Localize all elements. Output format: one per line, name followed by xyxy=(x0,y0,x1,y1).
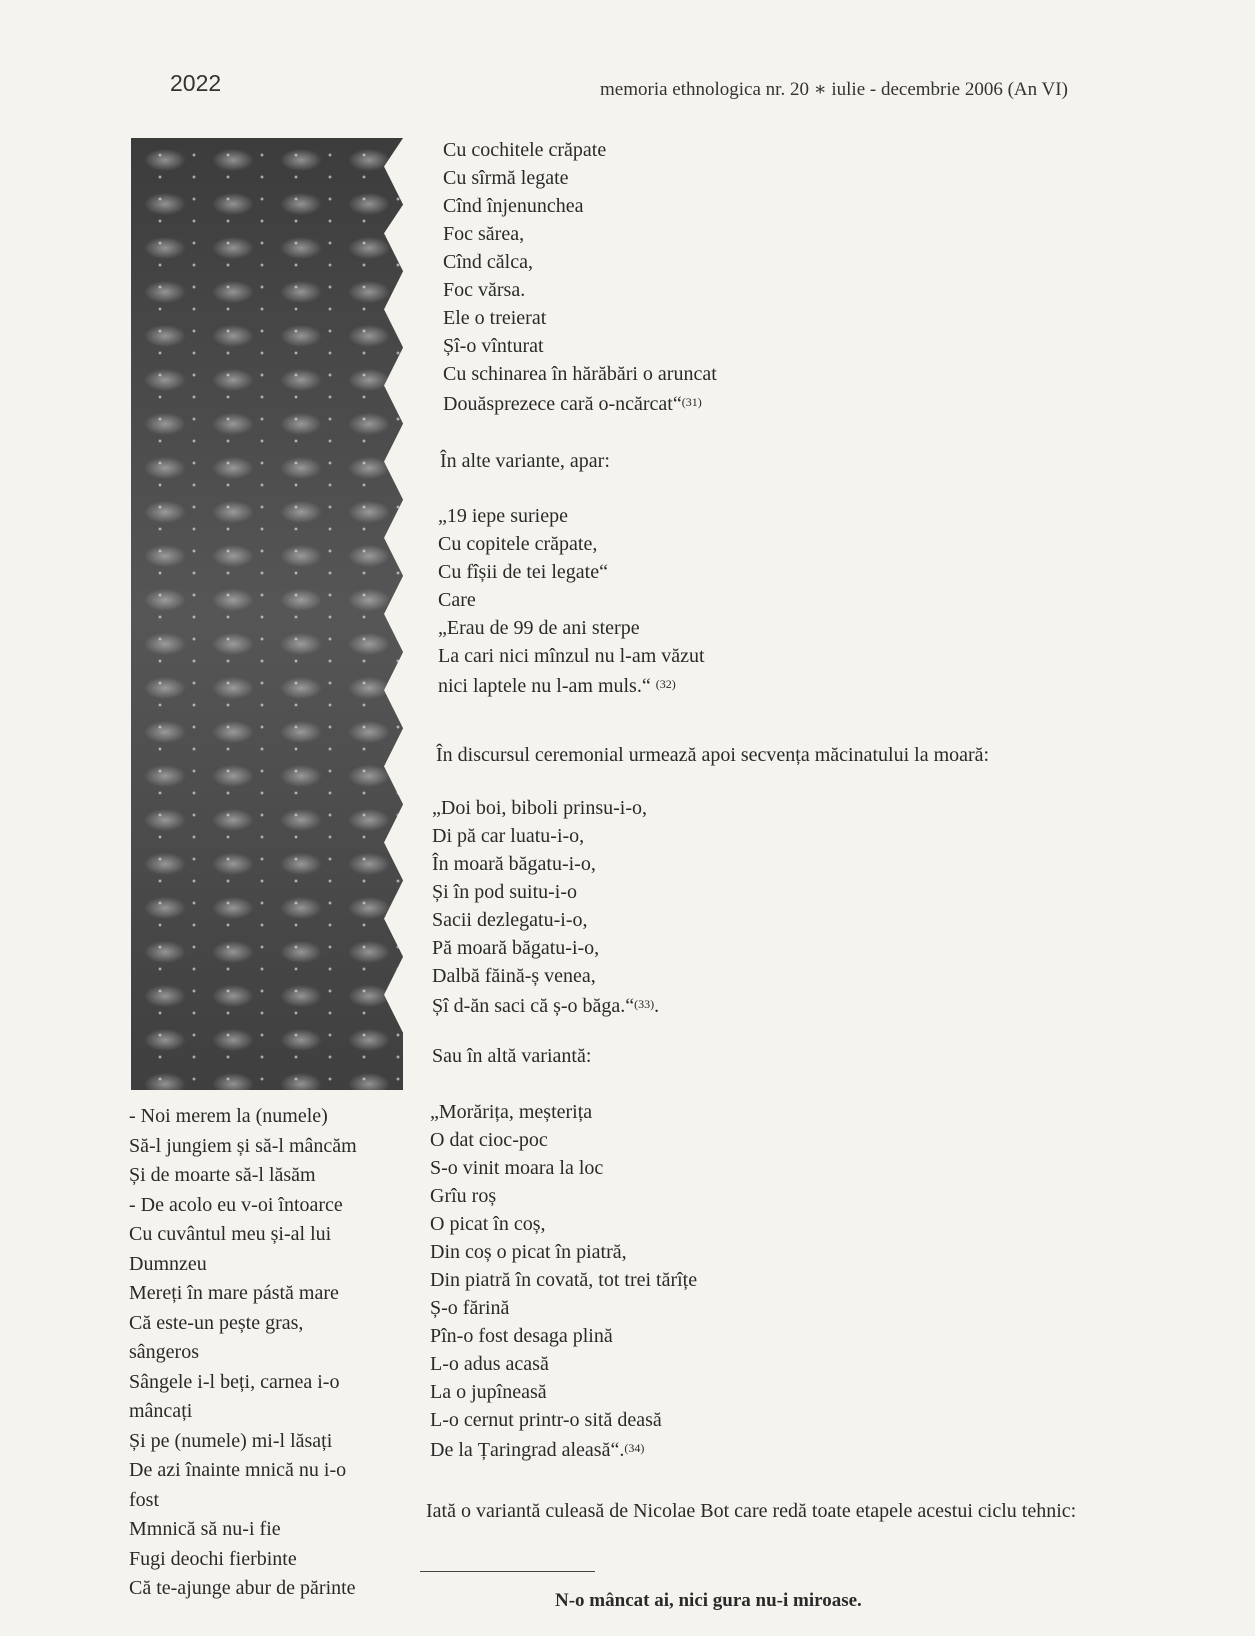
verse-line: Ș-o fărină xyxy=(430,1297,510,1319)
verse-line: mâncați xyxy=(129,1400,193,1422)
verse-line: Di pă car luatu-i-o, xyxy=(432,825,585,847)
verse-line: Și de moarte să-l lăsăm xyxy=(129,1164,316,1186)
verse-line: În moară băgatu-i-o, xyxy=(432,853,596,875)
paragraph-discurs-ceremonial: În discursul ceremonial urmează apoi secvența măcinatului la moară: xyxy=(436,744,990,766)
paragraph-nicolae-bot: Iată o variantă culeasă de Nicolae Bot care redă toate etapele acestui ciclu tehnic: xyxy=(426,1500,1077,1522)
verse-line: Cu cochitele crăpate xyxy=(443,139,607,161)
verse-line: Din piatră în covată, tot trei tărîțe xyxy=(430,1269,698,1291)
verse-block-4 xyxy=(430,1098,697,1464)
footnote-ref: (31) xyxy=(681,395,702,409)
verse-line: Cu copitele crăpate, xyxy=(438,533,598,555)
verse-line: Foc sărea, xyxy=(443,223,525,245)
verse-line: Cu fîșii de tei legate“ xyxy=(438,561,608,583)
verse-block-1 xyxy=(443,136,717,418)
verse-line: nici laptele nu l-am muls.“ $^{(32)}$ xyxy=(438,675,676,697)
page-number: 2022 xyxy=(170,70,222,96)
verse-line: S-o vinit moara la loc xyxy=(430,1157,604,1179)
verse-line: Și în pod suitu-i-o xyxy=(432,881,578,903)
footnote-ref: (32) xyxy=(655,677,676,691)
verse-line: sângeros xyxy=(129,1341,199,1363)
verse-line: fost xyxy=(129,1488,159,1511)
verse-line: L-o adus acasă xyxy=(430,1353,549,1375)
verse-line: Șî-o vînturat xyxy=(443,335,544,357)
verse-line: Șî d-ăn saci că ș-o băga.“$^{(33)}$. xyxy=(432,995,660,1017)
verse-line: Sacii dezlegatu-i-o, xyxy=(432,909,588,931)
footnote-divider xyxy=(420,1571,595,1572)
left-column-verse xyxy=(129,1102,399,1604)
verse-line: Dalbă făină-ș venea, xyxy=(432,965,596,987)
verse-block-3 xyxy=(432,794,659,1020)
verse-line: - De acolo eu v-oi întoarce xyxy=(129,1193,343,1216)
verse-line: Fugi deochi fierbinte xyxy=(129,1547,297,1570)
footnote-ref: (34) xyxy=(624,1441,645,1455)
verse-line: Cînd înjenunchea xyxy=(443,195,584,217)
paragraph-alte-variante: În alte variante, apar: xyxy=(440,450,610,472)
verse-line: „Doi boi, biboli prinsu-i-o, xyxy=(432,797,647,819)
verse-line: Cînd călca, xyxy=(443,251,533,273)
verse-block-2 xyxy=(438,502,705,700)
verse-line: Grîu roș xyxy=(430,1185,497,1207)
footnote-ref: (33) xyxy=(634,997,655,1011)
verse-line: Pîn-o fost desaga plină xyxy=(430,1325,613,1347)
running-head: memoria ethnologica nr. 20 ∗ iulie - decembrie 2006 (An VI) xyxy=(600,79,1068,100)
verse-line: - Noi merem la (numele) xyxy=(129,1105,328,1127)
verse-line: Cu schinarea în hărăbări o aruncat xyxy=(443,363,717,385)
verse-line: Că te-ajunge abur de părinte xyxy=(129,1577,356,1599)
verse-line: De la Țaringrad aleasă“.$^{(34)}$ xyxy=(430,1439,645,1461)
paragraph-alta-varianta: Sau în altă variantă: xyxy=(432,1045,592,1067)
verse-line: Că este-un pește gras, xyxy=(129,1311,304,1334)
verse-line: „Erau de 99 de ani sterpe xyxy=(438,617,640,639)
verse-line: Să-l jungiem și să-l mâncăm xyxy=(129,1134,357,1157)
verse-line: De azi înainte mnică nu i-o xyxy=(129,1459,347,1481)
verse-line: Și pe (numele) mi-l lăsați xyxy=(129,1429,333,1452)
verse-line: „19 iepe suriepe xyxy=(438,505,568,527)
footnote-text: N-o mâncat ai, nici gura nu-i miroase. xyxy=(555,1590,862,1611)
verse-line: Ele o treierat xyxy=(443,307,547,329)
verse-line: La o jupîneasă xyxy=(430,1381,547,1403)
verse-line: Foc vărsa. xyxy=(443,279,526,301)
verse-line: Dumnzeu xyxy=(129,1252,207,1275)
verse-line: Mereți în mare pástă mare xyxy=(129,1282,339,1304)
verse-line: Cu sîrmă legate xyxy=(443,167,569,189)
verse-line: Sângele i-l beți, carnea i-o xyxy=(129,1370,340,1393)
verse-line: Din coș o picat în piatră, xyxy=(430,1241,627,1263)
verse-line: Douăsprezece cară o-ncărcat“$^{(31)}$ xyxy=(443,393,702,415)
verse-line: Pă moară băgatu-i-o, xyxy=(432,937,600,959)
verse-line: Mmnică să nu-i fie xyxy=(129,1518,281,1540)
verse-line: O dat cioc-poc xyxy=(430,1129,548,1151)
verse-line: La cari nici mînzul nu l-am văzut xyxy=(438,645,705,667)
verse-line: Cu cuvântul meu și-al lui xyxy=(129,1223,332,1245)
verse-line: O picat în coș, xyxy=(430,1213,546,1235)
verse-line: „Morărița, meșterița xyxy=(430,1101,593,1123)
verse-line: L-o cernut printr-o sită deasă xyxy=(430,1409,662,1431)
woven-textile-photo xyxy=(131,138,403,1090)
verse-line: Care xyxy=(438,589,476,611)
